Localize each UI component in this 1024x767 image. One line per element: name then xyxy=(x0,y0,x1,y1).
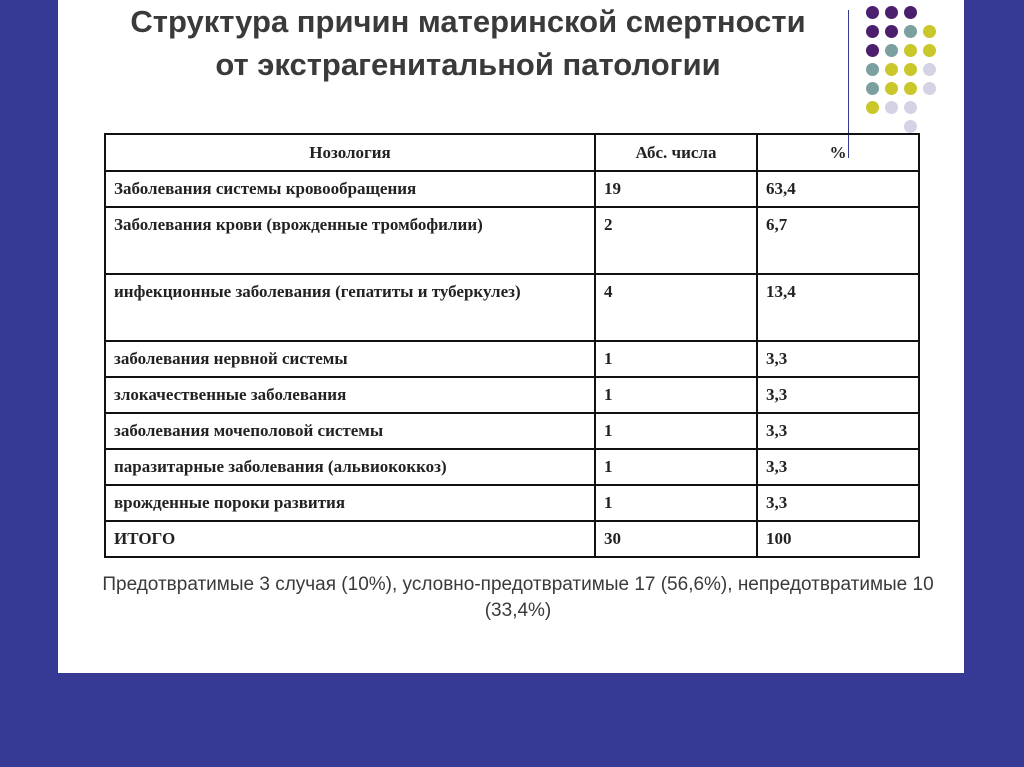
cell-percent: 3,3 xyxy=(757,341,919,377)
cell-abs: 4 xyxy=(595,274,757,341)
table-row xyxy=(105,207,919,274)
table-row xyxy=(105,413,919,449)
decorative-dot xyxy=(904,82,917,95)
cell-percent: 6,7 xyxy=(757,207,919,274)
cell-abs: 1 xyxy=(595,377,757,413)
table-row xyxy=(105,341,919,377)
decorative-dot xyxy=(866,63,879,76)
decorative-dot xyxy=(904,101,917,114)
table-row xyxy=(105,274,919,341)
cell-total-abs: 30 xyxy=(595,521,757,557)
decorative-dot xyxy=(923,44,936,57)
decorative-dot xyxy=(885,6,898,19)
decorative-dot xyxy=(885,44,898,57)
table-header-row xyxy=(105,134,919,171)
decorative-dot xyxy=(923,82,936,95)
cell-nosology: заболевания нервной системы xyxy=(105,341,595,377)
header-abs-numbers: Абс. числа xyxy=(595,134,757,171)
cell-percent: 3,3 xyxy=(757,377,919,413)
decorative-dot xyxy=(923,63,936,76)
cell-nosology: паразитарные заболевания (альвиококкоз) xyxy=(105,449,595,485)
cell-percent: 63,4 xyxy=(757,171,919,207)
decorative-dot xyxy=(904,44,917,57)
decorative-dot xyxy=(904,6,917,19)
summary-text: Предотвратимые 3 случая (10%), условно-предотвратимые 17 (56,6%), непредотвратимые 10 (33,4%) xyxy=(102,574,934,621)
decorative-dot xyxy=(866,44,879,57)
cell-total-percent: 100 xyxy=(757,521,919,557)
cell-abs: 1 xyxy=(595,449,757,485)
table-total-row xyxy=(105,521,919,557)
cell-percent: 3,3 xyxy=(757,449,919,485)
decorative-dot xyxy=(866,25,879,38)
cell-percent: 13,4 xyxy=(757,274,919,341)
decorative-dot xyxy=(885,25,898,38)
slide xyxy=(58,0,964,673)
cell-nosology: Заболевания крови (врожденные тромбофилии) xyxy=(105,207,595,274)
cell-abs: 1 xyxy=(595,413,757,449)
table-row xyxy=(105,171,919,207)
decorative-dot xyxy=(866,6,879,19)
cell-nosology: Заболевания системы кровообращения xyxy=(105,171,595,207)
slide-title: Структура причин материнской смертности от экстрагенитальной патологии xyxy=(130,4,806,82)
nosology-table xyxy=(104,133,920,558)
cell-percent: 3,3 xyxy=(757,413,919,449)
header-nosology: Нозология xyxy=(105,134,595,171)
table-row xyxy=(105,377,919,413)
header-percent: % xyxy=(757,134,919,171)
decorative-dot xyxy=(904,63,917,76)
cell-abs: 2 xyxy=(595,207,757,274)
cell-abs: 1 xyxy=(595,485,757,521)
cell-abs: 19 xyxy=(595,171,757,207)
decorative-dot xyxy=(923,25,936,38)
cell-percent: 3,3 xyxy=(757,485,919,521)
decorative-dot xyxy=(866,101,879,114)
cell-nosology: инфекционные заболевания (гепатиты и туберкулез) xyxy=(105,274,595,341)
table-row xyxy=(105,449,919,485)
cell-total-label: ИТОГО xyxy=(105,521,595,557)
decorative-dot xyxy=(904,120,917,133)
table-row xyxy=(105,485,919,521)
cell-nosology: злокачественные заболевания xyxy=(105,377,595,413)
decorative-dot xyxy=(885,82,898,95)
cell-nosology: заболевания мочеполовой системы xyxy=(105,413,595,449)
decorative-dot xyxy=(885,63,898,76)
decorative-dot xyxy=(885,101,898,114)
decorative-dot xyxy=(866,82,879,95)
cell-abs: 1 xyxy=(595,341,757,377)
decorative-dot xyxy=(904,25,917,38)
cell-nosology: врожденные пороки развития xyxy=(105,485,595,521)
